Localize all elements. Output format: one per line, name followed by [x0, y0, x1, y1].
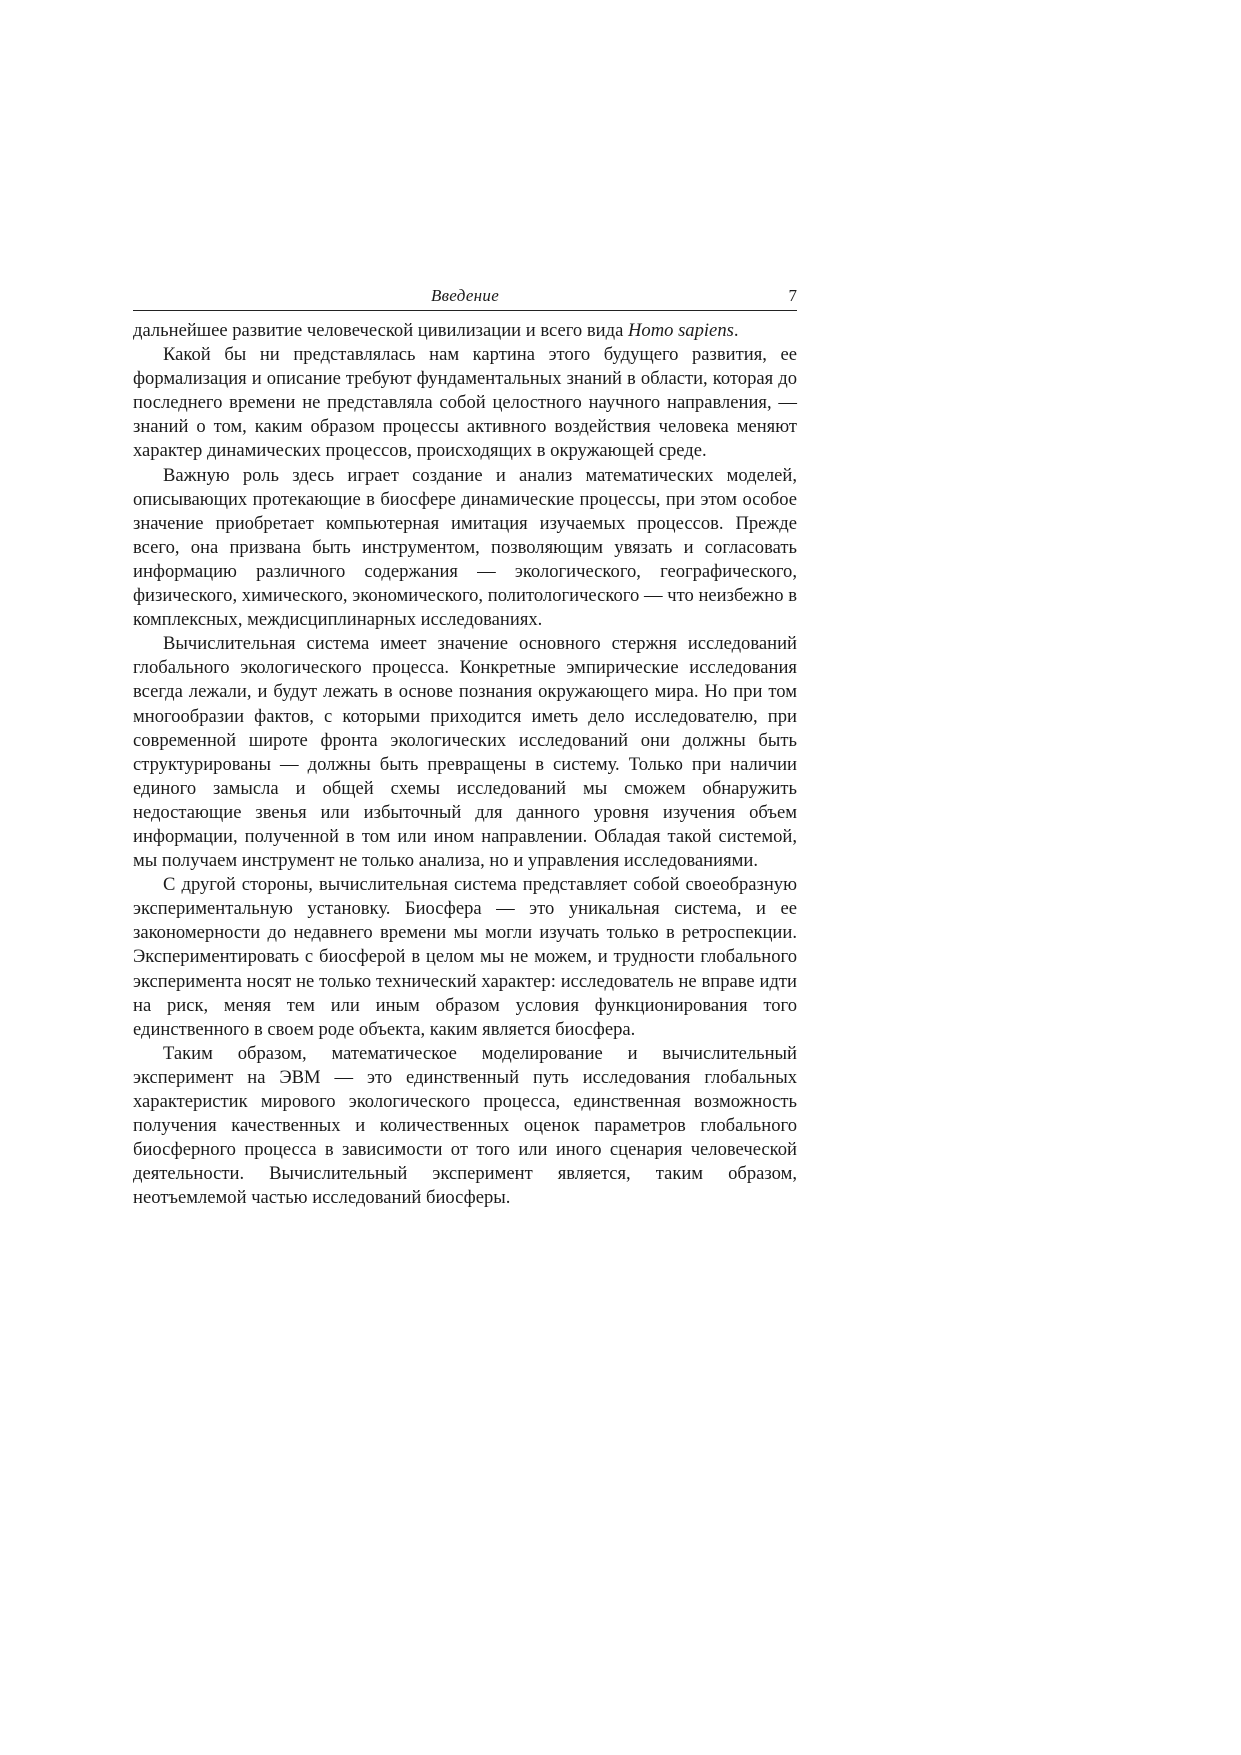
paragraph-1-end: .	[733, 320, 739, 341]
body-text	[133, 319, 797, 1210]
paragraph-3: Важную роль здесь играет создание и анализ математических моделей, описывающих протекающие в биосфере динамические процессы, при этом особое значение приобретает компьютерная имитация изучаемых процессов. Прежде всего, она призвана быть инструментом, позволяющим увязать и согласовать информацию различного содержания — экологического, географического, физического, химического, экономического, политологического — что неизбежно в комплексных, междисциплинарных исследованиях.	[133, 464, 797, 631]
paragraph-1-text: дальнейшее развитие человеческой цивилизации и всего вида	[133, 320, 628, 341]
paragraph-2: Какой бы ни представлялась нам картина этого будущего развития, ее формализация и описание требуют фундаментальных знаний в области, которая до последнего времени не представляла собой целостного научного направления, — знаний о том, каким образом процессы активного воздействия человека меняют характер динамических процессов, происходящих в окружающей среде.	[133, 344, 797, 462]
paragraph-6: Таким образом, математическое моделирование и вычислительный эксперимент на ЭВМ — это единственный путь исследования глобальных характеристик мирового экологического процесса, единственная возможность получения качественных и количественных оценок параметров глобального биосферного процесса в зависимости от того или иного сценария человеческой деятельности. Вычислительный эксперимент является, таким образом, неотъемлемой частью исследований биосферы.	[133, 1042, 797, 1209]
running-title: Введение	[430, 286, 500, 305]
paragraph-1	[133, 319, 797, 343]
paragraph-5: С другой стороны, вычислительная система представляет собой своеобразную экспериментальную установку. Биосфера — это уникальная система, и ее закономерности до недавнего времени мы могли изучать только в ретроспекции. Экспериментировать с биосферой в целом мы не можем, и трудности глобального эксперимента носят не только технический характер: исследователь не вправе идти на риск, меняя тем или иным образом условия функционирования того единственного в своем роде объекта, каким является биосфера.	[133, 874, 797, 1040]
paragraph-4: Вычислительная система имеет значение основного стержня исследований глобального экологического процесса. Конкретные эмпирические исследования всегда лежали, и будут лежать в основе познания окружающего мира. Но при том многообразии фактов, с которыми приходится иметь дело исследователю, при современной широте фронта экологических исследований они должны быть структурированы — должны быть превращены в систему. Только при наличии единого замысла и общей схемы исследований мы сможем обнаружить недостающие звенья или избыточный для данного уровня изучения объем информации, полученной в том или ином направлении. Обладая такой системой, мы получаем инструмент не только анализа, но и управления исследованиями.	[133, 633, 797, 872]
species-name: Homo sapiens	[627, 320, 734, 341]
book-page	[133, 286, 797, 1210]
running-head	[133, 286, 797, 311]
page-number: 7	[788, 286, 797, 305]
